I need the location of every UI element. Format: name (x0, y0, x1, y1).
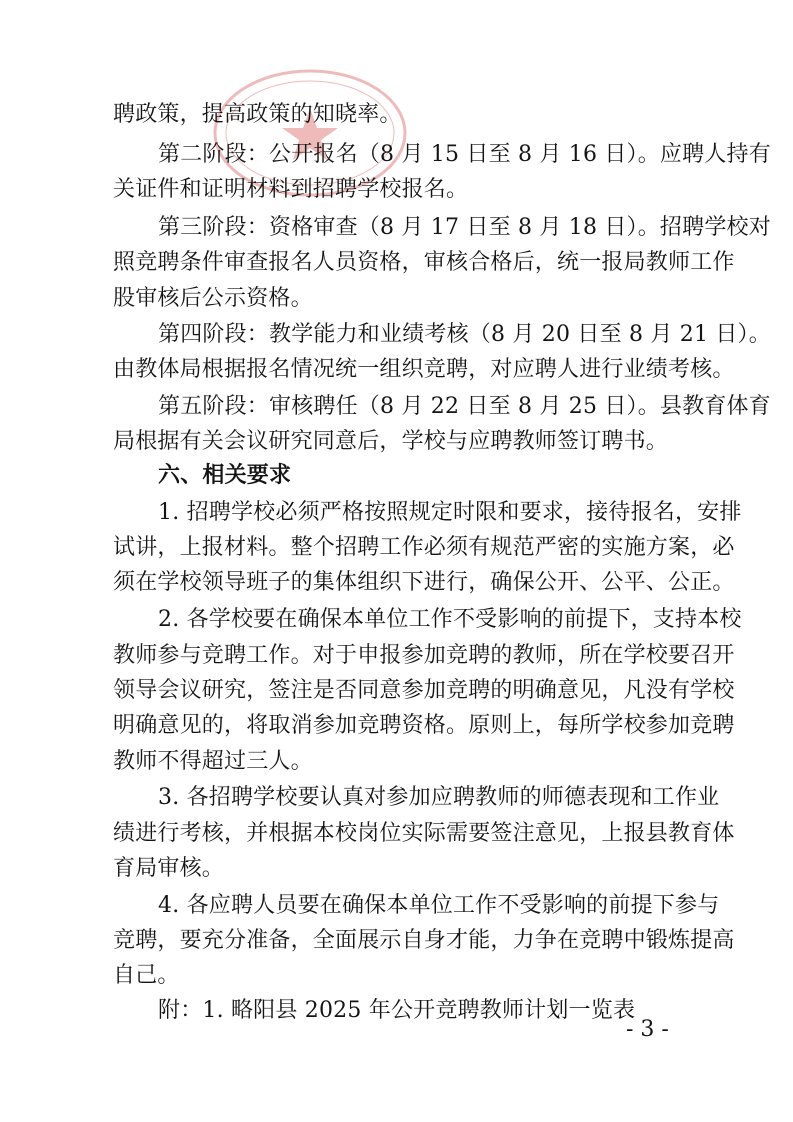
page-number: - 3 - (626, 1017, 669, 1042)
body-line-13: 试讲，上报材料。整个招聘工作必须有规范严密的实施方案，必 (113, 535, 735, 560)
body-line-24: 竞聘，要充分准备，全面展示自身才能，力争在竞聘中锻炼提高 (113, 928, 735, 953)
body-line-8: 由教体局根据报名情况统一组织竞聘，对应聘人进行业绩考核。 (113, 357, 735, 382)
body-line-7: 第四阶段：教学能力和业绩考核（8 月 20 日至 8 月 21 日）。 (158, 322, 771, 347)
body-line-5: 照竞聘条件审查报名人员资格，审核合格后，统一报局教师工作 (113, 250, 735, 275)
attachment-line: 附：1. 略阳县 2025 年公开竞聘教师计划一览表 (158, 998, 636, 1023)
body-line-23: 4. 各应聘人员要在确保本单位工作不受影响的前提下参与 (158, 893, 720, 918)
body-line-6: 股审核后公示资格。 (113, 286, 313, 311)
body-line-9: 第五阶段：审核聘任（8 月 22 日至 8 月 25 日）。县教育体育 (158, 394, 771, 419)
body-line-15: 2. 各学校要在确保本单位工作不受影响的前提下，支持本校 (158, 607, 742, 632)
section-heading: 六、相关要求 (158, 463, 292, 488)
body-line-19: 教师不得超过三人。 (113, 749, 313, 774)
body-line-16: 教师参与竞聘工作。对于申报参加竞聘的教师，所在学校要召开 (113, 643, 735, 668)
body-line-14: 须在学校领导班子的集体组织下进行，确保公开、公平、公正。 (113, 570, 735, 595)
body-line-18: 明确意见的，将取消参加竞聘资格。原则上，每所学校参加竞聘 (113, 713, 735, 738)
body-line-2: 第二阶段：公开报名（8 月 15 日至 8 月 16 日）。应聘人持有 (158, 142, 771, 167)
body-line-10: 局根据有关会议研究同意后，学校与应聘教师签订聘书。 (113, 429, 669, 454)
body-line-25: 自己。 (113, 963, 180, 988)
body-line-21: 绩进行考核，并根据本校岗位实际需要签注意见，上报县教育体 (113, 821, 735, 846)
body-line-12: 1. 招聘学校必须严格按照规定时限和要求，接待报名，安排 (158, 500, 742, 525)
body-line-1: 聘政策，提高政策的知晓率。 (113, 102, 402, 127)
body-line-4: 第三阶段：资格审查（8 月 17 日至 8 月 18 日）。招聘学校对 (158, 215, 771, 240)
body-line-22: 育局审核。 (113, 856, 225, 881)
body-line-17: 领导会议研究，签注是否同意参加竞聘的明确意见，凡没有学校 (113, 678, 735, 703)
body-line-20: 3. 各招聘学校要认真对参加应聘教师的师德表现和工作业 (158, 785, 720, 810)
body-line-3: 关证件和证明材料到招聘学校报名。 (113, 177, 469, 202)
